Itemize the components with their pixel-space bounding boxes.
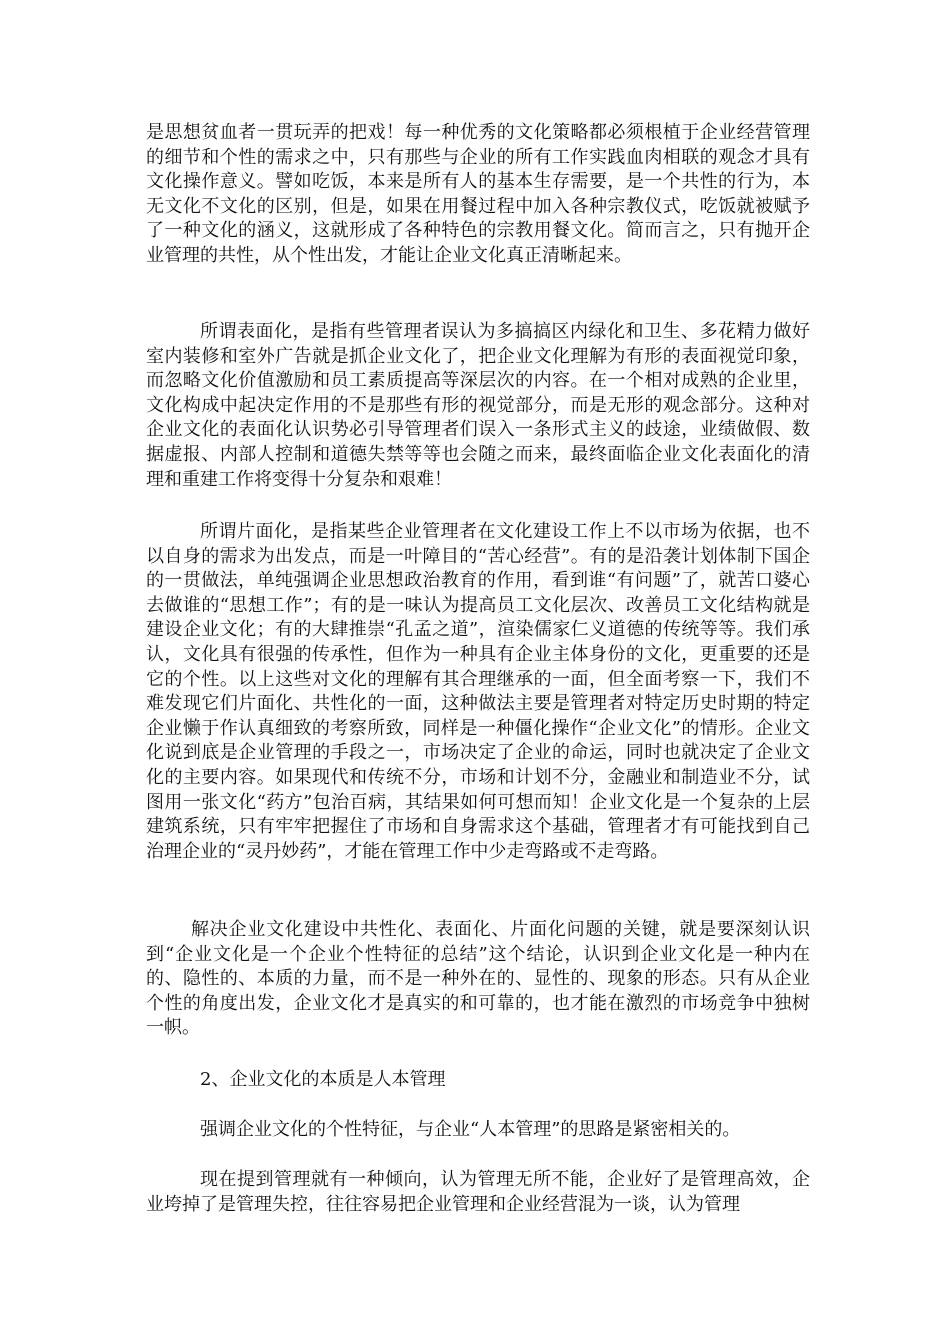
paragraph-individuality-link: 强调企业文化的个性特征，与企业“人本管理”的思路是紧密相关的。 xyxy=(200,1119,741,1140)
paragraph-common-culture-conclusion: 是思想贫血者一贯玩弄的把戏！每一种优秀的文化策略都必须根植于企业经营管理的细节和个性的需求之中，只有那些与企业的所有工作实践血肉相联的观念才具有文化操作意义。譬如吃饭，本来是所有人的基本生存需要，是一个共性的行为，本无文化不文化的区别，但是，如果在用餐过程中加入各种宗教仪式，吃饭就被赋予了一种文化的涵义，这就形成了各种特色的宗教用餐文化。简而言之，只有抛开企业管理的共性，从个性出发，才能让企业文化真正清晰起来。 xyxy=(146,122,810,266)
section-heading-human-management: 2、企业文化的本质是人本管理 xyxy=(200,1069,446,1090)
paragraph-superficiality: 所谓表面化，是指有些管理者误认为多搞搞区内绿化和卫生、多花精力做好室内装修和室外广告就是抓企业文化了，把企业文化理解为有形的表面视觉印象，而忽略文化价值激励和员工素质提高等深层次的内容。在一个相对成熟的企业里，文化构成中起决定作用的不是那些有形的视觉部分，而是无形的观念部分。这种对企业文化的表面化认识势必引导管理者们误入一条形式主义的歧途，业绩做假、数据虚报、内部人控制和道德失禁等等也会随之而来，最终面临企业文化表面化的清理和重建工作将变得十分复杂和艰难！ xyxy=(146,321,810,490)
paragraph-management-tendency: 现在提到管理就有一种倾向，认为管理无所不能，企业好了是管理高效，企业垮掉了是管理失控，往往容易把企业管理和企业经营混为一谈，认为管理 xyxy=(146,1169,810,1215)
paragraph-one-sidedness: 所谓片面化，是指某些企业管理者在文化建设工作上不以市场为依据，也不以自身的需求为出发点，而是一叶障目的“苦心经营”。有的是沿袭计划体制下国企的一贯做法，单纯强调企业思想政治教育的作用，看到谁“有问题”了，就苦口婆心去做谁的“思想工作”；有的是一味认为提高员工文化层次、改善员工文化结构就是建设企业文化；有的大肆推崇“孔孟之道”，渲染儒家仁义道德的传统等等。我们承认，文化具有很强的传承性，但作为一种具有企业主体身份的文化，更重要的还是它的个性。以上这些对文化的理解有其合理继承的一面，但全面考察一下，我们不难发现它们片面化、共性化的一面，这种做法主要是管理者对特定历史时期的特定企业懒于作认真细致的考察所致，同样是一种僵化操作“企业文化”的情形。企业文化说到底是企业管理的手段之一，市场决定了企业的命运，同时也就决定了企业文化的主要内容。如果现代和传统不分，市场和计划不分，金融业和制造业不分，试图用一张文化“药方”包治百病，其结果如何可想而知！企业文化是一个复杂的上层建筑系统，只有牢牢把握住了市场和自身需求这个基础，管理者才有可能找到自己治理企业的“灵丹妙药”，才能在管理工作中少走弯路或不走弯路。 xyxy=(146,521,810,862)
paragraph-solution-key: 解决企业文化建设中共性化、表面化、片面化问题的关键，就是要深刻认识到“企业文化是一个企业个性特征的总结”这个结论，认识到企业文化是一种内在的、隐性的、本质的力量，而不是一种外在的、显性的、现象的形态。只有从企业个性的角度出发，企业文化才是真实的和可靠的，也才能在激烈的市场竞争中独树一帜。 xyxy=(146,919,810,1039)
